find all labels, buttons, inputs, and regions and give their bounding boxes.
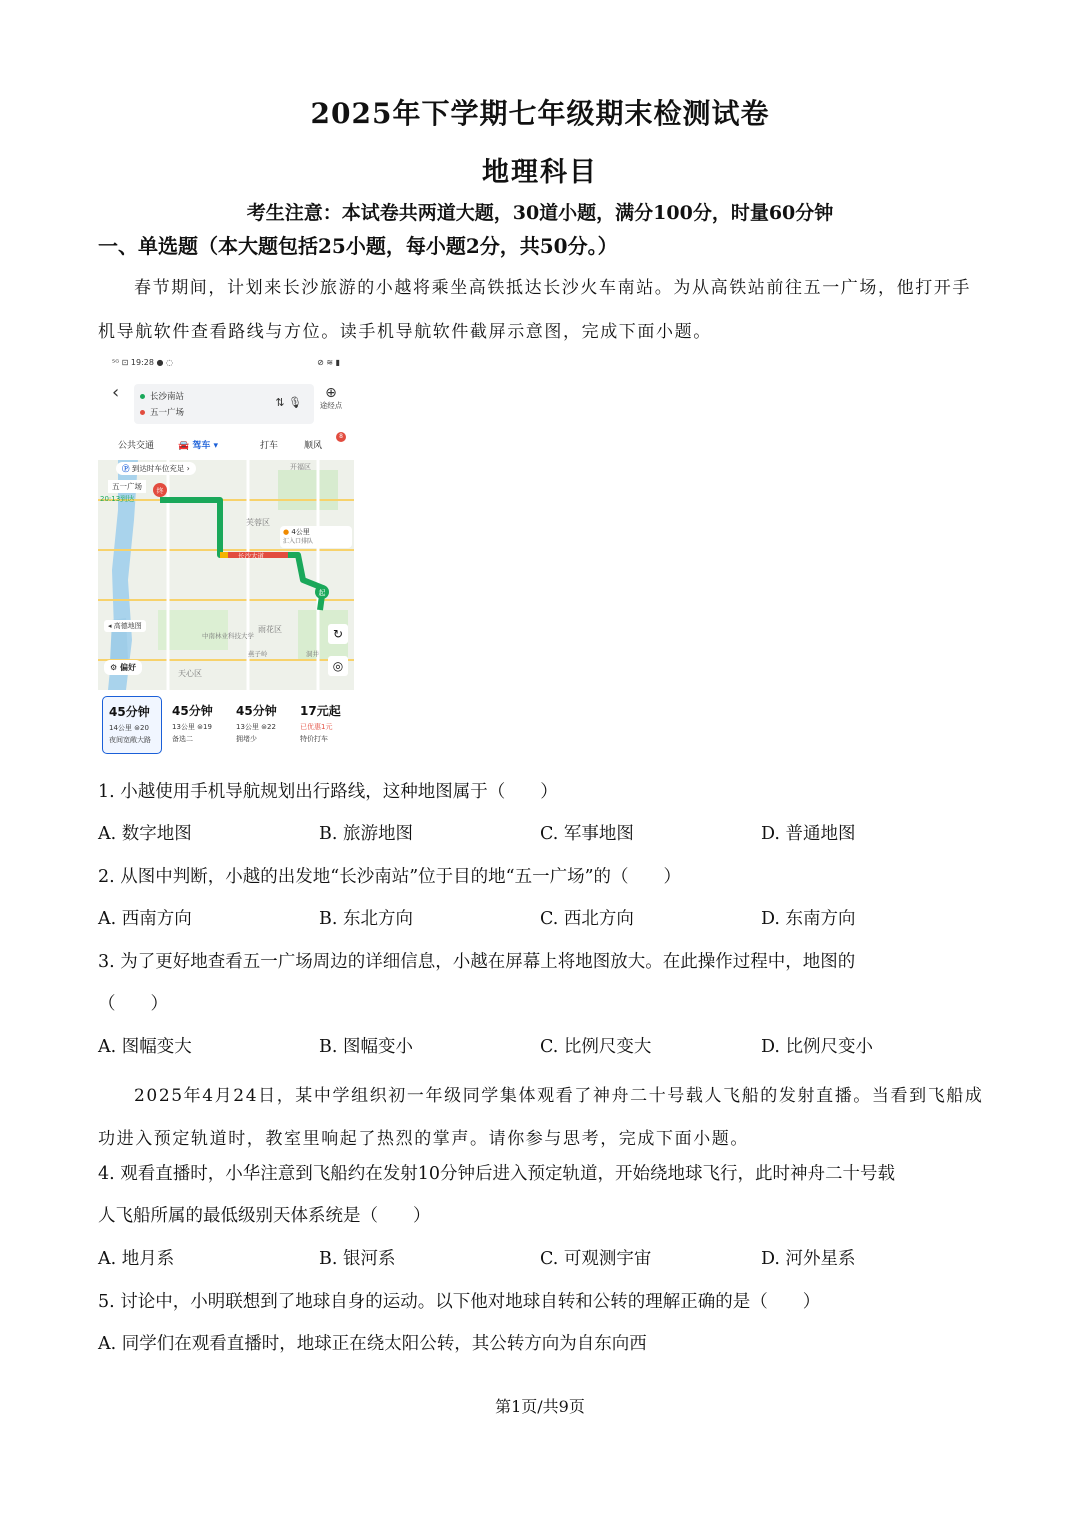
option-d: D. 河外星系 <box>761 1249 856 1269</box>
map-canvas <box>98 460 354 690</box>
exam-notice: 考生注意：本试卷共两道大题，30道小题，满分100分，时量60分钟 <box>246 202 834 224</box>
origin-field[interactable]: 长沙南站 <box>140 390 184 402</box>
option-a: A. 图幅变大 <box>98 1037 192 1057</box>
question-2: 2. 从图中判断，小越的出发地“长沙南站”位于目的地“五一广场”的（ ） <box>98 867 682 887</box>
route-price: 17元起 <box>300 704 341 718</box>
section-heading: 一、单选题（本大题包括25小题，每小题2分，共50分。） <box>98 234 618 258</box>
route-discount: 已优惠1元 <box>300 723 333 731</box>
option-c: C. 西北方向 <box>540 909 634 929</box>
district-label-tianxin: 天心区 <box>178 669 202 678</box>
option-d: D. 东南方向 <box>761 909 856 929</box>
route-input-box[interactable] <box>134 384 314 424</box>
exam-title: 2025年下学期七年级期末检测试卷 <box>310 97 770 130</box>
option-c: C. 军事地图 <box>540 824 634 844</box>
route-note: 夜间宽敞大路 <box>109 736 151 744</box>
option-a: A. 地月系 <box>98 1249 175 1269</box>
option-d: D. 普通地图 <box>761 824 856 844</box>
route-detail: 13公里 ⊜22 <box>236 723 276 731</box>
preference-button[interactable]: ⚙ 偏好 <box>104 660 142 675</box>
question-2-options <box>98 905 998 931</box>
place-label-university: 中南林业科技大学 <box>202 632 254 640</box>
locate-icon[interactable]: ◎ <box>328 656 348 676</box>
option-a: A. 数字地图 <box>98 824 192 844</box>
destination-field[interactable]: 五一广场 <box>140 406 184 418</box>
back-arrow-icon[interactable]: ‹ <box>112 382 120 403</box>
question-4-options <box>98 1245 998 1271</box>
option-d: D. 比例尺变小 <box>761 1037 874 1057</box>
waypoint-button[interactable]: ⊕ 途经点 <box>314 386 348 411</box>
district-label-north: 开福区 <box>290 463 311 471</box>
destination-dot-icon <box>140 410 145 415</box>
traffic-tip[interactable]: ● 4公里 汇入口排队 <box>280 526 352 548</box>
tab-taxi[interactable]: 打车 <box>260 441 279 451</box>
green-zone <box>278 470 338 510</box>
place-label-yanziling: 燕子岭 <box>248 650 268 658</box>
route-time: 45分钟 <box>172 704 213 718</box>
district-label-furong: 芙蓉区 <box>246 518 270 527</box>
subject-title: 地理科目 <box>482 157 598 188</box>
route-note: 特价打车 <box>300 735 328 743</box>
option-c: C. 比例尺变大 <box>540 1037 652 1057</box>
traffic-tip-icon: ● <box>283 528 290 536</box>
start-marker-label: 起 <box>318 589 326 597</box>
route-options <box>102 696 352 754</box>
option-b: B. 东北方向 <box>319 909 413 929</box>
option-c: C. 可观测宇宙 <box>540 1249 652 1269</box>
arrival-time: 20:13到达 <box>100 495 135 503</box>
plus-icon: ⊕ <box>325 385 337 401</box>
page-footer: 第1页/共9页 <box>495 1397 585 1416</box>
amap-logo: ◂ 高德地图 <box>104 620 146 632</box>
option-a: A. 西南方向 <box>98 909 192 929</box>
route-time: 45分钟 <box>109 705 150 719</box>
parking-icon: Ⓟ <box>122 464 130 473</box>
route-option-taxi[interactable] <box>294 696 352 752</box>
transport-tabs <box>98 432 354 456</box>
destination-map-label: 五一广场 <box>108 480 146 493</box>
tab-carpool[interactable]: 顺风 <box>304 441 323 451</box>
question-5-option-a: A. 同学们在观看直播时，地球正在绕太阳公转，其公转方向为自东向西 <box>98 1334 647 1354</box>
route-detail: 14公里 ⊜20 <box>109 724 149 732</box>
route-option-3[interactable] <box>230 696 288 752</box>
route-option-1[interactable] <box>102 696 162 754</box>
option-b: B. 旅游地图 <box>319 824 413 844</box>
tab-drive[interactable]: 🚘 驾车 ▾ <box>178 441 219 451</box>
swap-voice-icons[interactable]: ⇅ 🎙 <box>275 396 302 409</box>
route-note: 拥堵少 <box>236 735 257 743</box>
route-note: 备选二 <box>172 735 193 743</box>
question-1-options <box>98 820 998 846</box>
parking-tip[interactable]: Ⓟ 到达时车位充足 › <box>116 462 196 475</box>
question-4-cont: 人飞船所属的最低级别天体系统是（ ） <box>98 1206 431 1226</box>
question-3: 3. 为了更好地查看五一广场周边的详细信息，小越在屏幕上将地图放大。在此操作过程中，地图的 <box>98 952 856 972</box>
refresh-icon[interactable]: ↻ <box>328 624 348 644</box>
route-time: 45分钟 <box>236 704 277 718</box>
option-b: B. 银河系 <box>319 1249 396 1269</box>
road-label: 长沙大道 <box>238 552 264 560</box>
end-marker-label: 终 <box>156 487 164 495</box>
district-label-yuhua: 雨花区 <box>258 625 282 634</box>
option-b: B. 图幅变小 <box>319 1037 413 1057</box>
question-3-options <box>98 1033 998 1059</box>
notification-badge: 8 <box>336 432 346 442</box>
question-1: 1. 小越使用手机导航规划出行路线，这种地图属于（ ） <box>98 782 558 802</box>
status-icons: ⊘ ≋ ▮ <box>317 358 340 367</box>
question-4: 4. 观看直播时，小华注意到飞船约在发射10分钟后进入预定轨道，开始绕地球飞行，此时神舟二十号载 <box>98 1164 896 1184</box>
place-label-dongjing: 洞井 <box>306 650 319 658</box>
question-5: 5. 讨论中，小明联想到了地球自身的运动。以下他对地球自转和公转的理解正确的是（ ） <box>98 1292 821 1312</box>
route-map[interactable] <box>98 460 354 690</box>
question-3-cont: （ ） <box>98 994 168 1014</box>
tab-transit[interactable]: 公共交通 <box>118 441 155 451</box>
status-time: ⁵ᴳ ⊡ 19:28 ● ◌ <box>112 358 174 367</box>
route-option-2[interactable] <box>166 696 224 752</box>
passage-2: 2025年4月24日，某中学组织初一年级同学集体观看了神舟二十号载人飞船的发射直播。当看到飞船成功进入预定轨道时，教室里响起了热烈的掌声。请你参与思考，完成下面小题。 <box>98 1086 984 1149</box>
passage-1: 春节期间，计划来长沙旅游的小越将乘坐高铁抵达长沙火车南站。为从高铁站前往五一广场，他打开手机导航软件查看路线与方位。读手机导航软件截屏示意图，完成下面小题。 <box>98 278 971 342</box>
route-detail: 13公里 ⊜19 <box>172 723 212 731</box>
navigation-screenshot <box>98 350 354 758</box>
origin-dot-icon <box>140 394 145 399</box>
